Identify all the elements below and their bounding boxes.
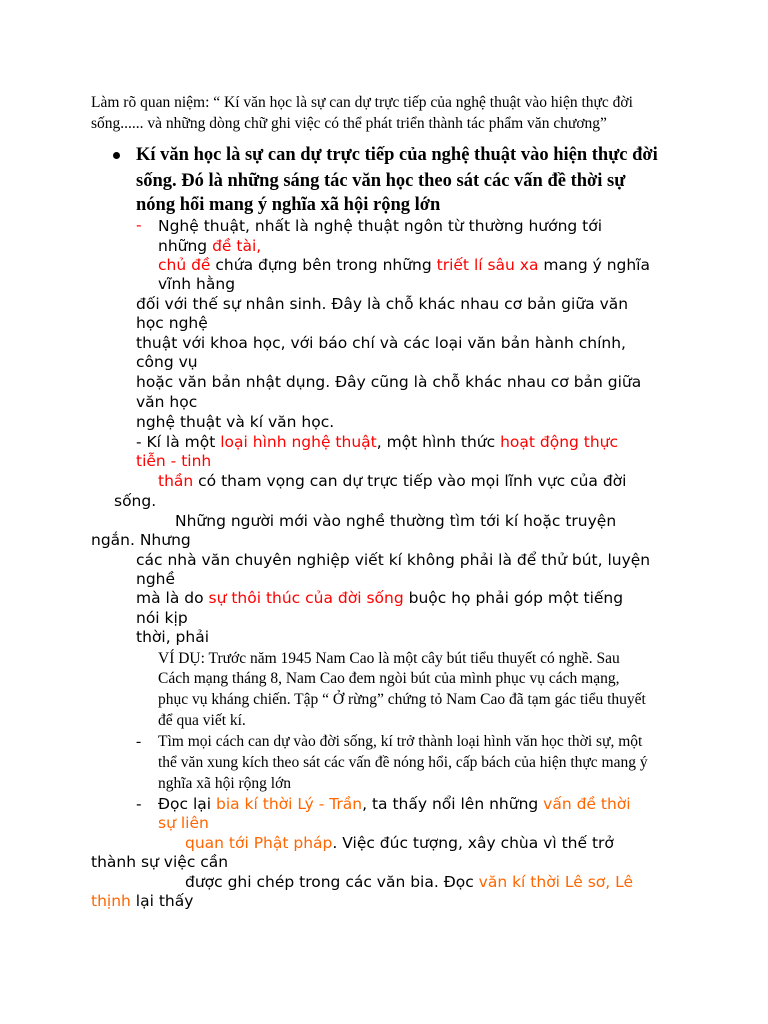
para1-line-k: nghệ thuật và kí văn học. <box>136 413 335 431</box>
example-line-4: để qua viết kí. <box>158 712 246 729</box>
para3-line-g: thời, phải <box>136 628 210 646</box>
dash-marker: - <box>136 733 142 750</box>
para1-line-e: đối với thế sự nhân sinh. Đây là chỗ khác nhau cơ bản giữa văn <box>136 295 629 313</box>
dash-marker: - <box>136 795 142 813</box>
para3-line-e: mà là do sự thôi thúc của đời sống buộc họ phải góp một tiếng <box>136 589 624 607</box>
item-line-2: thể văn xung kích theo sát các vấn đề nóng hổi, cấp bách của hiện thực mang ý <box>158 754 648 771</box>
para1-line-d: vĩnh hằng <box>158 275 236 293</box>
para3-line-f: nói kịp <box>136 609 188 627</box>
item-line-1: Tìm mọi cách can dự vào đời sống, kí trở thành loại hình văn học thời sự, một <box>158 733 643 750</box>
item-line-3: nghĩa xã hội rộng lớn <box>158 775 292 792</box>
reading-line-1: Đọc lại bia kí thời Lý - Trần, ta thấy nổi lên những vấn đề thời <box>158 795 631 813</box>
para1-line-i: hoặc văn bản nhật dụng. Đây cũng là chỗ khác nhau cơ bản giữa <box>136 373 642 391</box>
para1-line-c: chủ đề chứa đựng bên trong những triết lí sâu xa mang ý nghĩa <box>158 256 650 274</box>
bullet-icon <box>113 152 120 159</box>
heading-line-1: Kí văn học là sự can dự trực tiếp của nghệ thuật vào hiện thực đời <box>136 145 658 165</box>
para1-line-f: học nghệ <box>136 314 208 332</box>
reading-line-4: thành sự việc cần <box>91 853 229 871</box>
intro-line-1: Làm rõ quan niệm: “ Kí văn học là sự can dự trực tiếp của nghệ thuật vào hiện thực đời <box>91 94 633 111</box>
example-line-3: phục vụ kháng chiến. Tập “ Ở rừng” chứng tỏ Nam Cao đã tạm gác tiểu thuyết <box>158 691 646 708</box>
dash-marker: - <box>136 216 142 234</box>
para2-line-d: sống. <box>114 492 157 510</box>
para2-line-b: tiễn - tinh <box>136 452 212 470</box>
reading-line-2: sự liên <box>158 814 209 832</box>
example-line-1: VÍ DỤ: Trước năm 1945 Nam Cao là một cây bút tiểu thuyết có nghề. Sau <box>158 650 620 667</box>
heading-line-3: nóng hổi mang ý nghĩa xã hội rộng lớn <box>136 195 441 215</box>
reading-line-3: quan tới Phật pháp. Việc đúc tượng, xây chùa vì thế trở <box>185 834 614 852</box>
reading-line-5: được ghi chép trong các văn bia. Đọc văn kí thời Lê sơ, Lê <box>185 873 634 891</box>
para1-line-a: Nghệ thuật, nhất là nghệ thuật ngôn từ thường hướng tới <box>158 217 603 235</box>
para3-line-b: ngắn. Nhưng <box>91 531 191 549</box>
para3-line-d: nghề <box>136 570 176 588</box>
para1-line-j: văn học <box>136 393 198 411</box>
para3-line-a: Những người mới vào nghề thường tìm tới kí hoặc truyện <box>175 512 617 530</box>
example-line-2: Cách mạng tháng 8, Nam Cao đem ngòi bút của mình phục vụ cách mạng, <box>158 670 620 687</box>
para1-line-g: thuật với khoa học, với báo chí và các loại văn bản hành chính, <box>136 334 626 352</box>
heading-line-2: sống. Đó là những sáng tác văn học theo sát các vấn đề thời sự <box>136 171 626 191</box>
para2-line-a: - Kí là một loại hình nghệ thuật, một hình thức hoạt động thực <box>136 433 619 451</box>
para1-line-h: công vụ <box>136 353 198 371</box>
para1-line-b: những đề tài, <box>158 237 262 255</box>
para3-line-c: các nhà văn chuyên nghiệp viết kí không phải là để thử bút, luyện <box>136 551 651 569</box>
intro-line-2: sống...... và những dòng chữ ghi việc có thể phát triển thành tác phẩm văn chương” <box>91 115 607 132</box>
para2-line-c: thần có tham vọng can dự trực tiếp vào mọi lĩnh vực của đời <box>158 472 627 490</box>
reading-line-6: thịnh lại thấy <box>91 892 194 910</box>
